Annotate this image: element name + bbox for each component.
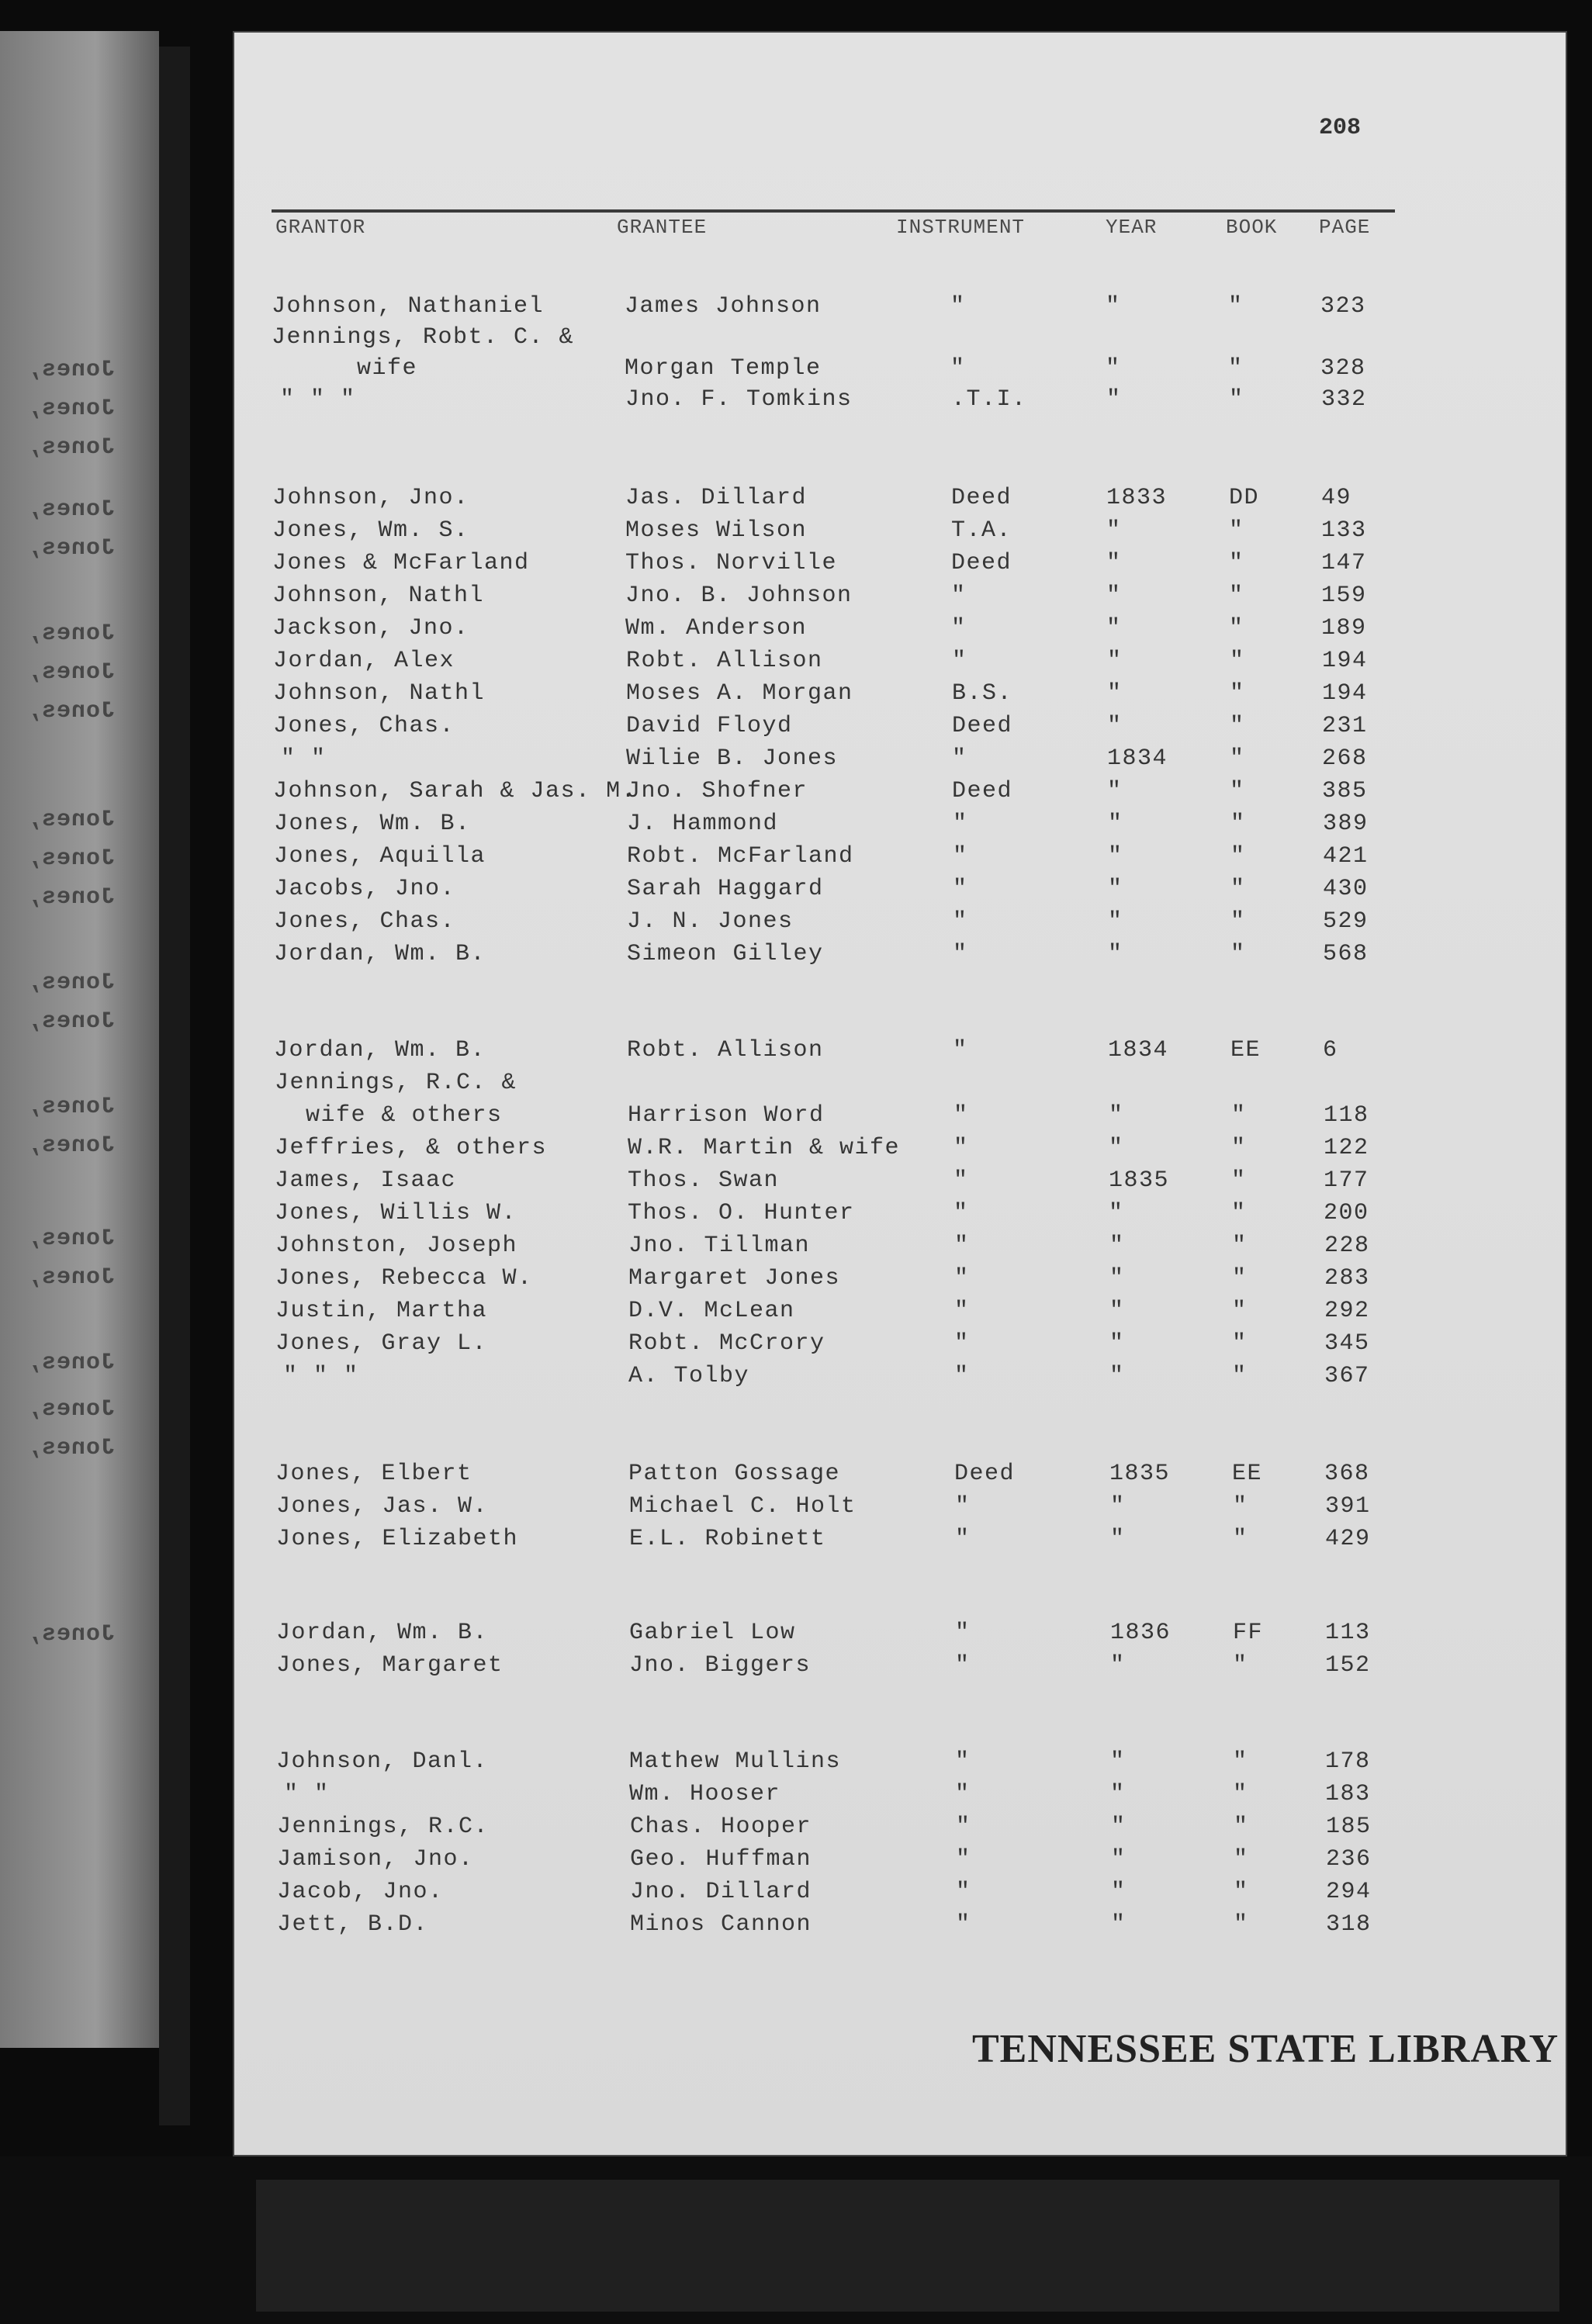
row-1-grantee: James Johnson <box>625 293 822 320</box>
row-22-year: " <box>1109 1102 1124 1129</box>
row-5-instrument: Deed <box>951 485 1012 511</box>
row-18-book: " <box>1230 908 1246 935</box>
row-31-book: EE <box>1232 1461 1263 1487</box>
row-36-instrument: " <box>955 1748 971 1775</box>
row-26-grantor: Johnston, Joseph <box>275 1233 518 1259</box>
row-31-grantee: Patton Gossage <box>628 1461 841 1487</box>
row-30-page: 367 <box>1324 1363 1370 1389</box>
row-33-book: " <box>1233 1526 1248 1552</box>
row-5-grantor: Johnson, Jno. <box>272 485 469 511</box>
adjacent-page-fragment: Jones, <box>26 884 116 911</box>
row-24-book: " <box>1231 1167 1247 1194</box>
row-25-year: " <box>1109 1200 1124 1226</box>
adjacent-page-fragment: Jones, <box>26 1133 116 1159</box>
row-26-book: " <box>1232 1233 1248 1259</box>
row-41-book: " <box>1234 1911 1249 1938</box>
row-29-page: 345 <box>1324 1330 1370 1357</box>
row-13-year: 1834 <box>1107 745 1168 772</box>
row-18-grantor: Jones, Chas. <box>274 908 456 935</box>
row-16-grantee: Robt. McFarland <box>627 843 854 870</box>
row-36-grantee: Mathew Mullins <box>629 1748 842 1775</box>
row-13-instrument: " <box>952 745 967 772</box>
row-1-year: " <box>1106 293 1121 320</box>
adjacent-page-fragment: Jones, <box>26 621 116 647</box>
row-27-page: 283 <box>1324 1265 1370 1292</box>
row-17-grantor: Jacobs, Jno. <box>274 876 456 902</box>
column-header-book: BOOK <box>1226 216 1278 239</box>
adjacent-page-fragment: Jones, <box>26 496 116 523</box>
row-16-book: " <box>1230 843 1246 870</box>
row-9-grantee: Wm. Anderson <box>625 615 808 642</box>
row-16-grantor: Jones, Aquilla <box>274 843 486 870</box>
row-19-instrument: " <box>953 941 968 967</box>
row-26-grantee: Jno. Tillman <box>628 1233 811 1259</box>
adjacent-page-fragment: Jones, <box>26 1350 116 1376</box>
row-39-book: " <box>1234 1846 1249 1873</box>
row-8-book: " <box>1229 583 1244 609</box>
library-stamp: TENNESSEE STATE LIBRARY <box>972 2027 1559 2071</box>
row-27-grantee: Margaret Jones <box>628 1265 841 1292</box>
row-41-instrument: " <box>956 1911 971 1938</box>
row-1-book: " <box>1228 293 1244 320</box>
row-14-year: " <box>1107 778 1123 804</box>
row-12-year: " <box>1107 713 1123 739</box>
row-4-grantee: Jno. F. Tomkins <box>625 386 853 413</box>
row-22-grantor: wife & others <box>306 1102 503 1129</box>
row-41-grantor: Jett, B.D. <box>277 1911 429 1938</box>
row-35-grantor: Jones, Margaret <box>276 1652 504 1679</box>
row-33-instrument: " <box>955 1526 971 1552</box>
row-29-grantee: Robt. McCrory <box>628 1330 825 1357</box>
row-24-year: 1835 <box>1109 1167 1170 1194</box>
row-19-year: " <box>1108 941 1123 967</box>
row-28-book: " <box>1232 1298 1248 1324</box>
row-37-page: 183 <box>1325 1781 1371 1807</box>
row-10-grantee: Robt. Allison <box>626 648 823 674</box>
row-23-instrument: " <box>953 1135 969 1161</box>
row-37-grantee: Wm. Hooser <box>629 1781 781 1807</box>
row-14-page: 385 <box>1322 778 1368 804</box>
header-rule <box>272 209 1395 213</box>
row-31-instrument: Deed <box>954 1461 1016 1487</box>
row-14-grantee: Jno. Shofner <box>626 778 808 804</box>
row-38-book: " <box>1234 1814 1249 1840</box>
row-8-instrument: " <box>951 583 967 609</box>
row-7-grantor: Jones & McFarland <box>272 550 530 576</box>
row-18-year: " <box>1108 908 1123 935</box>
row-10-instrument: " <box>952 648 967 674</box>
row-9-grantor: Jackson, Jno. <box>272 615 469 642</box>
row-4-grantor: " " " <box>280 386 356 413</box>
row-13-grantor: " " <box>281 745 327 772</box>
row-32-grantee: Michael C. Holt <box>629 1493 857 1520</box>
row-23-year: " <box>1109 1135 1124 1161</box>
row-3-page: 328 <box>1320 355 1366 382</box>
row-24-page: 177 <box>1324 1167 1369 1194</box>
row-33-grantor: Jones, Elizabeth <box>276 1526 519 1552</box>
row-15-grantor: Jones, Wm. B. <box>274 811 471 837</box>
row-41-grantee: Minos Cannon <box>630 1911 812 1938</box>
row-6-book: " <box>1229 517 1244 544</box>
adjacent-page-fragment: Jones, <box>26 807 116 833</box>
row-26-instrument: " <box>954 1233 970 1259</box>
row-35-book: " <box>1233 1652 1248 1679</box>
row-31-year: 1835 <box>1109 1461 1171 1487</box>
row-23-book: " <box>1231 1135 1247 1161</box>
row-29-year: " <box>1109 1330 1125 1357</box>
row-27-instrument: " <box>954 1265 970 1292</box>
row-30-grantor: " " " <box>283 1363 359 1389</box>
row-28-instrument: " <box>954 1298 970 1324</box>
row-1-instrument: " <box>950 293 966 320</box>
row-36-grantor: Johnson, Danl. <box>276 1748 489 1775</box>
row-10-book: " <box>1230 648 1245 674</box>
row-20-book: EE <box>1230 1037 1261 1063</box>
row-5-grantee: Jas. Dillard <box>625 485 808 511</box>
adjacent-page-fragment: Jones, <box>26 659 116 686</box>
row-20-page: 6 <box>1323 1037 1338 1063</box>
row-22-grantee: Harrison Word <box>628 1102 825 1129</box>
row-12-instrument: Deed <box>952 713 1013 739</box>
row-34-year: 1836 <box>1110 1620 1172 1646</box>
row-6-year: " <box>1106 517 1122 544</box>
row-25-grantor: Jones, Willis W. <box>275 1200 517 1226</box>
row-15-grantee: J. Hammond <box>627 811 779 837</box>
row-32-book: " <box>1233 1493 1248 1520</box>
row-29-instrument: " <box>954 1330 970 1357</box>
row-23-page: 122 <box>1324 1135 1369 1161</box>
row-3-year: " <box>1106 355 1121 382</box>
adjacent-page-fragment: Jones, <box>26 396 116 422</box>
row-40-year: " <box>1111 1879 1127 1905</box>
row-35-grantee: Jno. Biggers <box>629 1652 812 1679</box>
adjacent-page-fragment: Jones, <box>26 434 116 461</box>
row-25-instrument: " <box>953 1200 969 1226</box>
row-41-page: 318 <box>1326 1911 1372 1938</box>
row-23-grantee: W.R. Martin & wife <box>628 1135 901 1161</box>
row-32-year: " <box>1110 1493 1126 1520</box>
row-19-grantor: Jordan, Wm. B. <box>274 941 486 967</box>
row-17-book: " <box>1230 876 1246 902</box>
row-35-instrument: " <box>955 1652 971 1679</box>
adjacent-page-fragment: Jones, <box>26 1008 116 1035</box>
row-22-instrument: " <box>953 1102 969 1129</box>
row-7-grantee: Thos. Norville <box>625 550 838 576</box>
row-3-grantee: Morgan Temple <box>625 355 822 382</box>
row-37-instrument: " <box>955 1781 971 1807</box>
row-11-instrument: B.S. <box>952 680 1013 707</box>
row-18-grantee: J. N. Jones <box>627 908 794 935</box>
row-31-grantor: Jones, Elbert <box>275 1461 472 1487</box>
row-10-page: 194 <box>1322 648 1368 674</box>
column-header-page: PAGE <box>1319 216 1371 239</box>
row-1-grantor: Johnson, Nathaniel <box>272 293 545 320</box>
column-header-grantor: GRANTOR <box>275 216 366 239</box>
row-30-year: " <box>1109 1363 1125 1389</box>
row-30-book: " <box>1232 1363 1248 1389</box>
row-29-book: " <box>1232 1330 1248 1357</box>
row-24-grantee: Thos. Swan <box>628 1167 780 1194</box>
row-11-year: " <box>1107 680 1123 707</box>
row-34-instrument: " <box>955 1620 971 1646</box>
row-9-book: " <box>1229 615 1244 642</box>
row-38-grantor: Jennings, R.C. <box>277 1814 490 1840</box>
row-6-page: 133 <box>1321 517 1367 544</box>
row-14-grantor: Johnson, Sarah & Jas. M. <box>273 778 637 804</box>
microfilm-bottom-edge <box>0 2156 1592 2324</box>
row-7-page: 147 <box>1321 550 1367 576</box>
row-35-year: " <box>1110 1652 1126 1679</box>
row-13-grantee: Wilie B. Jones <box>626 745 839 772</box>
adjacent-page-fragment: Jones, <box>26 1094 116 1120</box>
row-16-page: 421 <box>1323 843 1369 870</box>
row-5-book: DD <box>1229 485 1260 511</box>
row-3-book: " <box>1228 355 1244 382</box>
column-header-instrument: INSTRUMENT <box>896 216 1026 239</box>
row-8-page: 159 <box>1321 583 1367 609</box>
row-22-page: 118 <box>1324 1102 1369 1129</box>
row-19-page: 568 <box>1323 941 1369 967</box>
row-37-book: " <box>1233 1781 1248 1807</box>
row-39-page: 236 <box>1326 1846 1372 1873</box>
row-34-grantor: Jordan, Wm. B. <box>276 1620 489 1646</box>
row-40-page: 294 <box>1326 1879 1372 1905</box>
row-25-book: " <box>1231 1200 1247 1226</box>
adjacent-page-fragment: Jones, <box>26 970 116 996</box>
adjacent-page-fragment: Jones, <box>26 846 116 872</box>
row-24-grantor: James, Isaac <box>275 1167 457 1194</box>
row-5-year: 1833 <box>1106 485 1168 511</box>
row-4-year: " <box>1106 386 1122 413</box>
row-34-grantee: Gabriel Low <box>629 1620 796 1646</box>
row-38-year: " <box>1111 1814 1127 1840</box>
row-21-grantor: Jennings, R.C. & <box>275 1070 517 1096</box>
row-5-page: 49 <box>1321 485 1352 511</box>
row-6-instrument: T.A. <box>951 517 1012 544</box>
row-39-grantor: Jamison, Jno. <box>277 1846 474 1873</box>
row-28-grantee: D.V. McLean <box>628 1298 795 1324</box>
column-header-year: YEAR <box>1106 216 1158 239</box>
row-6-grantee: Moses Wilson <box>625 517 808 544</box>
adjacent-page-fragment: Jones, <box>26 1264 116 1291</box>
row-11-grantee: Moses A. Morgan <box>626 680 853 707</box>
row-10-year: " <box>1107 648 1123 674</box>
row-34-book: FF <box>1233 1620 1264 1646</box>
row-14-instrument: Deed <box>952 778 1013 804</box>
row-37-year: " <box>1110 1781 1126 1807</box>
row-36-page: 178 <box>1325 1748 1371 1775</box>
row-17-grantee: Sarah Haggard <box>627 876 824 902</box>
row-8-grantee: Jno. B. Johnson <box>625 583 853 609</box>
adjacent-page-fragment: Jones, <box>26 535 116 562</box>
row-32-instrument: " <box>955 1493 971 1520</box>
row-4-page: 332 <box>1321 386 1367 413</box>
row-9-year: " <box>1106 615 1122 642</box>
row-30-instrument: " <box>954 1363 970 1389</box>
row-19-book: " <box>1230 941 1246 967</box>
adjacent-page-fragment: Jones, <box>26 1435 116 1461</box>
row-20-grantee: Robt. Allison <box>627 1037 824 1063</box>
row-4-instrument: .T.I. <box>951 386 1027 413</box>
row-20-instrument: " <box>953 1037 968 1063</box>
row-28-page: 292 <box>1324 1298 1370 1324</box>
row-20-year: 1834 <box>1108 1037 1169 1063</box>
row-20-grantor: Jordan, Wm. B. <box>274 1037 486 1063</box>
row-18-page: 529 <box>1323 908 1369 935</box>
row-17-instrument: " <box>953 876 968 902</box>
row-12-grantee: David Floyd <box>626 713 793 739</box>
row-18-instrument: " <box>953 908 968 935</box>
row-15-year: " <box>1108 811 1123 837</box>
row-15-instrument: " <box>953 811 968 837</box>
row-12-grantor: Jones, Chas. <box>273 713 455 739</box>
row-34-page: 113 <box>1325 1620 1371 1646</box>
row-14-book: " <box>1230 778 1245 804</box>
row-39-grantee: Geo. Huffman <box>630 1846 812 1873</box>
row-23-grantor: Jeffries, & others <box>275 1135 548 1161</box>
row-33-grantee: E.L. Robinett <box>629 1526 826 1552</box>
row-16-year: " <box>1108 843 1123 870</box>
row-7-book: " <box>1229 550 1244 576</box>
row-40-book: " <box>1234 1879 1249 1905</box>
row-37-grantor: " " <box>284 1781 330 1807</box>
row-40-grantor: Jacob, Jno. <box>277 1879 444 1905</box>
column-header-grantee: GRANTEE <box>617 216 708 239</box>
row-3-grantor: wife <box>357 355 418 382</box>
row-33-page: 429 <box>1325 1526 1371 1552</box>
row-2-grantor: Jennings, Robt. C. & <box>272 324 575 351</box>
row-29-grantor: Jones, Gray L. <box>275 1330 488 1357</box>
row-13-page: 268 <box>1322 745 1368 772</box>
row-7-year: " <box>1106 550 1122 576</box>
row-4-book: " <box>1229 386 1244 413</box>
row-26-year: " <box>1109 1233 1125 1259</box>
row-32-grantor: Jones, Jas. W. <box>276 1493 489 1520</box>
row-36-year: " <box>1110 1748 1126 1775</box>
row-6-grantor: Jones, Wm. S. <box>272 517 469 544</box>
row-30-grantee: A. Tolby <box>628 1363 750 1389</box>
adjacent-page-edge <box>0 31 159 2048</box>
row-39-year: " <box>1111 1846 1127 1873</box>
row-11-grantor: Johnson, Nathl <box>273 680 486 707</box>
row-27-grantor: Jones, Rebecca W. <box>275 1265 533 1292</box>
row-40-instrument: " <box>956 1879 971 1905</box>
row-12-book: " <box>1230 713 1245 739</box>
row-22-book: " <box>1231 1102 1247 1129</box>
row-17-year: " <box>1108 876 1123 902</box>
row-15-page: 389 <box>1323 811 1369 837</box>
row-28-year: " <box>1109 1298 1125 1324</box>
row-3-instrument: " <box>950 355 966 382</box>
row-38-instrument: " <box>956 1814 971 1840</box>
row-19-grantee: Simeon Gilley <box>627 941 824 967</box>
row-33-year: " <box>1110 1526 1126 1552</box>
row-26-page: 228 <box>1324 1233 1370 1259</box>
row-1-page: 323 <box>1320 293 1366 320</box>
row-27-year: " <box>1109 1265 1125 1292</box>
row-8-year: " <box>1106 583 1122 609</box>
adjacent-page-fragment: Jones, <box>26 1396 116 1423</box>
row-12-page: 231 <box>1322 713 1368 739</box>
row-10-grantor: Jordan, Alex <box>273 648 455 674</box>
row-7-instrument: Deed <box>951 550 1012 576</box>
adjacent-page-fragment: Jones, <box>26 1226 116 1252</box>
row-38-grantee: Chas. Hooper <box>630 1814 812 1840</box>
row-36-book: " <box>1233 1748 1248 1775</box>
adjacent-page-fragment: Jones, <box>26 698 116 725</box>
row-13-book: " <box>1230 745 1245 772</box>
row-9-instrument: " <box>951 615 967 642</box>
adjacent-page-fragment: Jones, <box>26 1621 116 1648</box>
page-number: 208 <box>1319 115 1362 141</box>
row-9-page: 189 <box>1321 615 1367 642</box>
row-27-book: " <box>1232 1265 1248 1292</box>
book-binding <box>159 47 190 2125</box>
row-17-page: 430 <box>1323 876 1369 902</box>
row-28-grantor: Justin, Martha <box>275 1298 488 1324</box>
row-16-instrument: " <box>953 843 968 870</box>
row-38-page: 185 <box>1326 1814 1372 1840</box>
adjacent-page-fragment: Jones, <box>26 357 116 383</box>
row-31-page: 368 <box>1324 1461 1370 1487</box>
row-24-instrument: " <box>953 1167 969 1194</box>
row-15-book: " <box>1230 811 1246 837</box>
row-35-page: 152 <box>1325 1652 1371 1679</box>
row-8-grantor: Johnson, Nathl <box>272 583 485 609</box>
row-39-instrument: " <box>956 1846 971 1873</box>
row-32-page: 391 <box>1325 1493 1371 1520</box>
row-25-page: 200 <box>1324 1200 1369 1226</box>
row-11-book: " <box>1230 680 1245 707</box>
row-41-year: " <box>1111 1911 1127 1938</box>
row-40-grantee: Jno. Dillard <box>630 1879 812 1905</box>
row-11-page: 194 <box>1322 680 1368 707</box>
row-25-grantee: Thos. O. Hunter <box>628 1200 855 1226</box>
